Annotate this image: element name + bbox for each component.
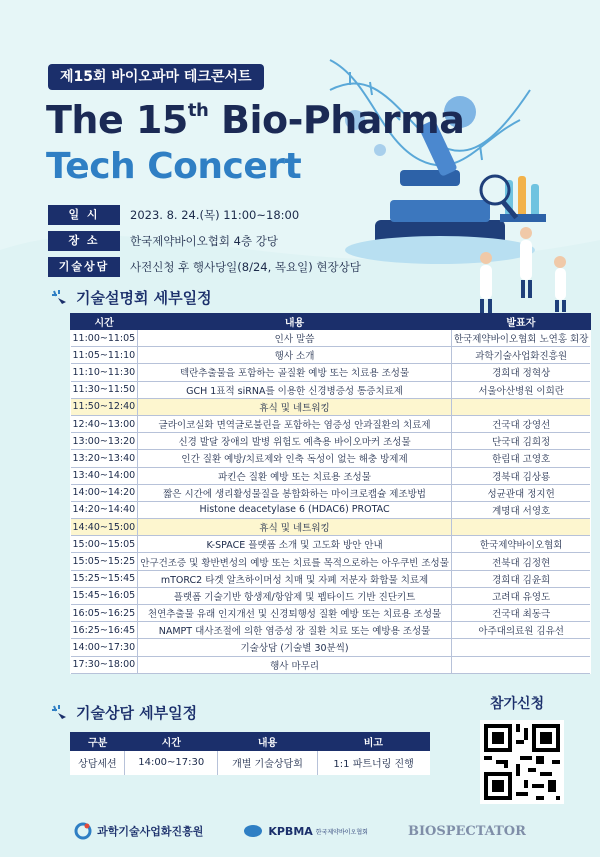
table-cell-presenter: 한국제약바이오협회 bbox=[451, 536, 590, 553]
table-cell-presenter: 과학기술사업화진흥원 bbox=[451, 347, 590, 364]
table-row bbox=[71, 639, 591, 656]
info-row-place bbox=[48, 230, 361, 252]
info-value: 한국제약바이오협회 4층 강당 bbox=[130, 234, 278, 248]
biospectator-logo-text: BIOSPECTATOR bbox=[407, 823, 526, 839]
table-row bbox=[71, 330, 591, 347]
table-cell-time: 14:20~14:40 bbox=[71, 501, 138, 518]
info-row-date bbox=[48, 204, 361, 226]
table-row bbox=[71, 536, 591, 553]
kpbma-logo-text: KPBMA bbox=[268, 824, 313, 838]
table-cell-presenter: 계명대 서영호 bbox=[451, 501, 590, 518]
title-line-1: The 15th Bio-Pharma bbox=[46, 98, 465, 142]
compa-logo bbox=[74, 822, 203, 840]
table-cell-content: 텍란추출물을 포함하는 골질환 예방 또는 치료용 조성물 bbox=[138, 364, 452, 381]
table-cell-presenter: 경희대 정혁상 bbox=[451, 364, 590, 381]
schedule-table bbox=[70, 313, 591, 674]
column-header: 구분 bbox=[71, 733, 125, 751]
table-cell-content: 파킨슨 질환 예방 또는 치료용 조성물 bbox=[138, 467, 452, 484]
kpbma-logo bbox=[243, 823, 368, 839]
table-cell: 개별 기술상담회 bbox=[218, 751, 318, 775]
column-header: 발표자 bbox=[451, 314, 590, 330]
consult-title: 기술상담 세부일정 bbox=[76, 704, 198, 722]
table-cell-content: 플랫폼 기술기반 항생제/항암제 및 펩타이드 기반 진단키트 bbox=[138, 587, 452, 604]
table-cell-time: 14:00~17:30 bbox=[71, 639, 138, 656]
table-cell-content: 행사 소개 bbox=[138, 347, 452, 364]
table-cell-content: 휴식 및 네트워킹 bbox=[138, 398, 452, 415]
title-line-2: Tech Concert bbox=[46, 146, 302, 187]
table-cell: 14:00~17:30 bbox=[125, 751, 218, 775]
table-cell-time: 13:00~13:20 bbox=[71, 433, 138, 450]
consult-table bbox=[70, 732, 430, 775]
table-cell: 상담세션 bbox=[78, 759, 117, 771]
table-row bbox=[71, 587, 591, 604]
table-cell-content: 인사 말씀 bbox=[138, 330, 452, 347]
table-cell-content: Histone deacetylase 6 (HDAC6) PROTAC bbox=[138, 501, 452, 518]
kpbma-logo-subtext: 한국제약바이오협회 bbox=[315, 828, 368, 836]
table-cell: 1:1 파트너링 진행 bbox=[317, 751, 429, 775]
table-cell-content: K-SPACE 플랫폼 소개 및 고도화 방안 안내 bbox=[138, 536, 452, 553]
register-title: 참가신청 bbox=[490, 696, 545, 712]
table-cell-time: 12:40~13:00 bbox=[71, 415, 138, 432]
compa-logo-icon bbox=[74, 822, 92, 840]
table-cell-time: 15:05~15:25 bbox=[71, 553, 138, 570]
info-label: 장 소 bbox=[48, 231, 120, 251]
table-cell-content: GCH 1표적 siRNA를 이용한 신경병증성 통증치료제 bbox=[138, 381, 452, 398]
event-badge: 제15회 바이오파마 테크콘서트 bbox=[48, 64, 264, 90]
column-header: 시간 bbox=[125, 733, 218, 751]
info-label: 기술상담 bbox=[48, 257, 120, 277]
table-cell-presenter: 고려대 유영도 bbox=[451, 587, 590, 604]
table-row bbox=[71, 605, 591, 622]
table-row bbox=[71, 553, 591, 570]
table-cell-presenter: 건국대 강영선 bbox=[451, 415, 590, 432]
column-header: 비고 bbox=[317, 733, 429, 751]
column-header: 시간 bbox=[71, 314, 138, 330]
table-row bbox=[71, 364, 591, 381]
table-cell-time: 11:00~11:05 bbox=[71, 330, 138, 347]
sparkle-icon bbox=[50, 289, 72, 307]
table-cell-presenter: 단국대 김희정 bbox=[451, 433, 590, 450]
table-cell-time: 15:25~15:45 bbox=[71, 570, 138, 587]
table-cell-presenter: 한국제약바이오협회 노연홍 회장 bbox=[451, 330, 590, 347]
table-row bbox=[71, 398, 591, 415]
table-cell-time: 17:30~18:00 bbox=[71, 656, 138, 673]
table-cell-content: 휴식 및 네트워킹 bbox=[138, 519, 452, 536]
table-cell-time: 16:05~16:25 bbox=[71, 605, 138, 622]
event-info bbox=[48, 204, 361, 282]
table-row bbox=[71, 519, 591, 536]
table-row bbox=[71, 467, 591, 484]
table-row bbox=[71, 433, 591, 450]
footer-logos bbox=[0, 805, 600, 857]
info-value: 사전신청 후 행사당일(8/24, 목요일) 현장상담 bbox=[130, 260, 361, 274]
table-cell-time: 13:40~14:00 bbox=[71, 467, 138, 484]
table-row bbox=[71, 656, 591, 673]
table-cell-content: 신경 발달 장애의 발병 위험도 예측용 바이오마커 조성물 bbox=[138, 433, 452, 450]
table-cell-presenter: 전북대 김정현 bbox=[451, 553, 590, 570]
schedule-title: 기술설명회 세부일정 bbox=[76, 289, 212, 307]
consult-section-title bbox=[50, 702, 197, 723]
table-cell-presenter bbox=[451, 656, 590, 673]
table-cell-content: 안구건조증 및 황반변성의 예방 또는 치료를 목적으로하는 아우쿠빈 조성물 bbox=[138, 553, 452, 570]
table-row bbox=[71, 450, 591, 467]
table-row bbox=[71, 484, 591, 501]
table-cell-content: 글라이코실화 면역글로불린을 포함하는 염증성 안과질환의 치료제 bbox=[138, 415, 452, 432]
table-cell-content: NAMPT 대사조절에 의한 염증성 장 질환 치료 또는 예방용 조성물 bbox=[138, 622, 452, 639]
table-cell-time: 13:20~13:40 bbox=[71, 450, 138, 467]
table-cell-content: 인간 질환 예방/치료제와 인축 독성이 없는 해충 방제제 bbox=[138, 450, 452, 467]
table-cell-time: 15:45~16:05 bbox=[71, 587, 138, 604]
table-cell-presenter: 서울아산병원 이희란 bbox=[451, 381, 590, 398]
column-header: 내용 bbox=[138, 314, 452, 330]
table-cell-content: 천연추출물 유래 인지개선 및 신경퇴행성 질환 예방 또는 치료용 조성물 bbox=[138, 605, 452, 622]
table-row bbox=[71, 622, 591, 639]
table-row bbox=[71, 347, 591, 364]
info-value: 2023. 8. 24.(목) 11:00~18:00 bbox=[130, 208, 300, 222]
table-cell-presenter: 경북대 김상룡 bbox=[451, 467, 590, 484]
table-cell-content: 짧은 시간에 생리활성물질을 봉합화하는 마이크로캡슐 제조방법 bbox=[138, 484, 452, 501]
table-cell-presenter: 한림대 고영호 bbox=[451, 450, 590, 467]
column-header: 내용 bbox=[218, 733, 318, 751]
table-cell-presenter: 건국대 최동극 bbox=[451, 605, 590, 622]
table-cell-time: 11:10~11:30 bbox=[71, 364, 138, 381]
biospectator-logo bbox=[408, 824, 526, 839]
sparkle-icon bbox=[50, 704, 72, 722]
table-cell-time: 15:00~15:05 bbox=[71, 536, 138, 553]
table-row bbox=[71, 415, 591, 432]
table-cell-time: 14:40~15:00 bbox=[71, 519, 138, 536]
table-cell-presenter: 경희대 김윤희 bbox=[451, 570, 590, 587]
table-cell-time: 11:50~12:40 bbox=[71, 398, 138, 415]
table-cell-time: 16:25~16:45 bbox=[71, 622, 138, 639]
qr-code[interactable] bbox=[480, 720, 564, 804]
schedule-body bbox=[71, 330, 591, 674]
compa-logo-text: 과학기술사업화진흥원 bbox=[97, 825, 204, 838]
table-row bbox=[71, 570, 591, 587]
table-row bbox=[71, 751, 430, 775]
table-cell-presenter bbox=[451, 398, 590, 415]
table-cell-content: 기술상담 (기술별 30분씩) bbox=[138, 639, 452, 656]
schedule-section-title bbox=[50, 287, 212, 308]
info-label: 일 시 bbox=[48, 205, 120, 225]
table-row bbox=[71, 501, 591, 518]
table-cell-presenter: 성균관대 정지헌 bbox=[451, 484, 590, 501]
table-cell-presenter bbox=[451, 639, 590, 656]
table-cell-presenter: 아주대의료원 김유선 bbox=[451, 622, 590, 639]
table-cell-time: 14:00~14:20 bbox=[71, 484, 138, 501]
table-cell-content: mTORC2 타겟 알츠하이머성 치매 및 자폐 저분자 화합물 치료제 bbox=[138, 570, 452, 587]
table-cell-content: 행사 마무리 bbox=[138, 656, 452, 673]
table-cell-presenter bbox=[451, 519, 590, 536]
info-row-consult bbox=[48, 256, 361, 278]
table-cell-time: 11:30~11:50 bbox=[71, 381, 138, 398]
table-cell-time: 11:05~11:10 bbox=[71, 347, 138, 364]
table-row bbox=[71, 381, 591, 398]
kpbma-logo-icon bbox=[243, 823, 263, 839]
